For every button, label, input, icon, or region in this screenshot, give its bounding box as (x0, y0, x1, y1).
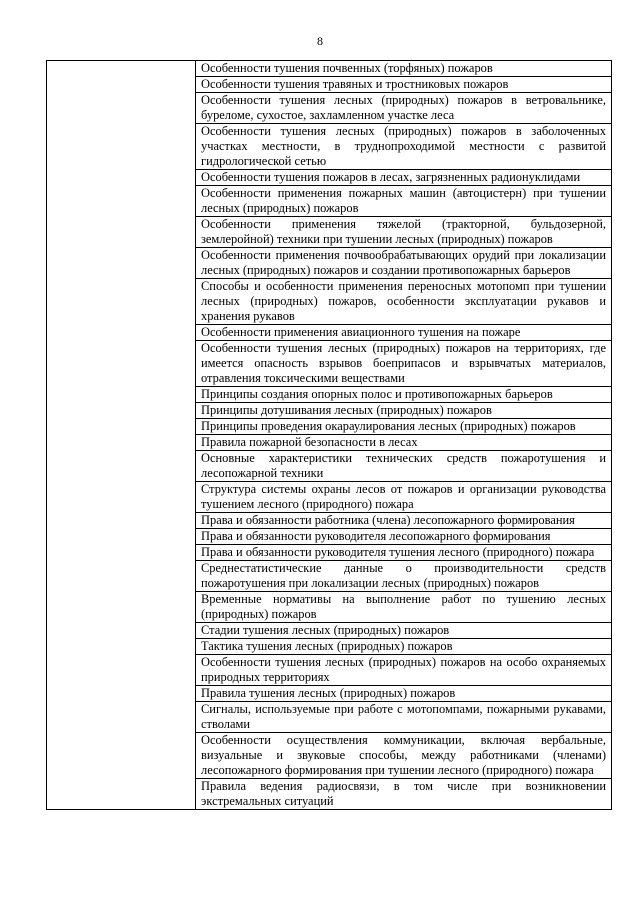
table-right-column (196, 61, 611, 809)
table-row: Особенности тушения травяных и тростниковых пожаров (196, 77, 611, 93)
table-row: Способы и особенности применения переносных мотопомп при тушении лесных (природных) пожаров, особенности эксплуатации рукавов и хранения рукавов (196, 279, 611, 325)
table-row: Права и обязанности работника (члена) лесопожарного формирования (196, 513, 611, 529)
table-row: Принципы создания опорных полос и противопожарных барьеров (196, 387, 611, 403)
table-row: Особенности тушения лесных (природных) пожаров на территориях, где имеется опасность взрывов боеприпасов и взрывчатых материалов, отравления токсическими веществами (196, 341, 611, 387)
page-number: 8 (317, 34, 323, 48)
table-row: Права и обязанности руководителя тушения лесного (природного) пожара (196, 545, 611, 561)
table-row: Особенности тушения лесных (природных) пожаров в заболоченных участках местности, в труднопроходимой местности с развитой гидрологической сетью (196, 124, 611, 170)
table-row: Основные характеристики технических средств пожаротушения и лесопожарной техники (196, 451, 611, 482)
table-row: Среднестатистические данные о производительности средств пожаротушения при локализации лесных (природных) пожаров (196, 561, 611, 592)
table-row: Временные нормативы на выполнение работ по тушению лесных (природных) пожаров (196, 592, 611, 623)
table-row: Стадии тушения лесных (природных) пожаров (196, 623, 611, 639)
table-row: Особенности применения пожарных машин (автоцистерн) при тушении лесных (природных) пожаров (196, 186, 611, 217)
table-row: Принципы проведения окараулирования лесных (природных) пожаров (196, 419, 611, 435)
table-row: Особенности тушения почвенных (торфяных) пожаров (196, 61, 611, 77)
table-row: Правила тушения лесных (природных) пожаров (196, 686, 611, 702)
table-left-column (47, 61, 196, 809)
table-row: Особенности применения почвообрабатывающих орудий при локализации лесных (природных) пожаров и создании противопожарных барьеров (196, 248, 611, 279)
table-row: Правила ведения радиосвязи, в том числе при возникновении экстремальных ситуаций (201, 779, 606, 808)
table-row: Особенности тушения пожаров в лесах, загрязненных радионуклидами (196, 170, 611, 186)
table-row: Принципы дотушивания лесных (природных) пожаров (196, 403, 611, 419)
table-row: Тактика тушения лесных (природных) пожаров (196, 639, 611, 655)
table-row: Особенности применения авиационного тушения на пожаре (196, 325, 611, 341)
table-row: Права и обязанности руководителя лесопожарного формирования (196, 529, 611, 545)
table-row: Структура системы охраны лесов от пожаров и организации руководства тушением лесного (природного) пожара (196, 482, 611, 513)
table-row: Особенности тушения лесных (природных) пожаров в ветровальнике, буреломе, сухостое, захламленном участке леса (196, 93, 611, 124)
table-row: Сигналы, используемые при работе с мотопомпами, пожарными рукавами, стволами (196, 702, 611, 733)
knowledge-table (46, 60, 612, 810)
table-row: Особенности тушения лесных (природных) пожаров на особо охраняемых природных территориях (196, 655, 611, 686)
table-row: Правила пожарной безопасности в лесах (196, 435, 611, 451)
table-row: Особенности применения тяжелой (тракторной, бульдозерной, землеройной) техники при тушении лесных (природных) пожаров (196, 217, 611, 248)
table-row: Особенности осуществления коммуникации, включая вербальные, визуальные и звуковые способы, между работниками (членами) лесопожарного формирования при тушении лесного (природного) пожара (196, 733, 611, 779)
